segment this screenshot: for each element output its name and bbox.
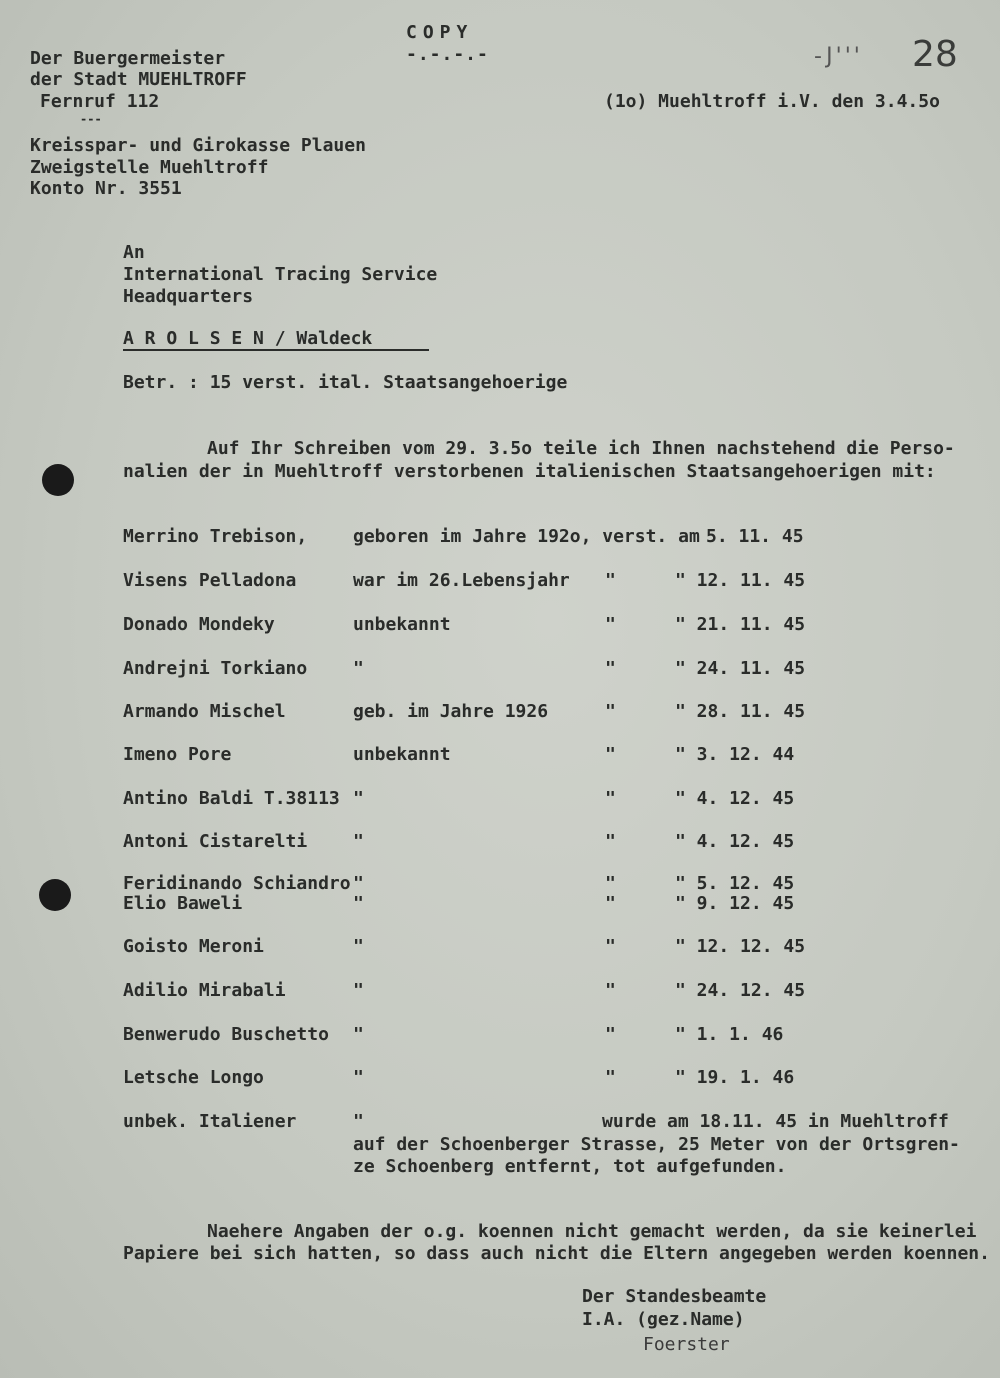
closing-line-2: Papiere bei sich hatten, so dass auch nicht die Eltern angegeben werden koennen. <box>123 1243 990 1264</box>
ditto-mark: " <box>605 1067 616 1088</box>
list-item <box>0 980 1000 1002</box>
ditto-mark: " <box>605 570 616 591</box>
list-item <box>0 893 1000 915</box>
list-item <box>0 701 1000 723</box>
person-info: " <box>353 893 364 914</box>
sender-line-3: Fernruf 112 <box>40 91 160 112</box>
person-info: unbekannt <box>353 614 451 635</box>
person-death-date: " 5. 12. 45 <box>675 873 795 894</box>
person-name: Antino Baldi T.38113 <box>123 788 340 809</box>
copy-dashes: -.-.-.- <box>406 44 489 65</box>
list-item <box>0 831 1000 853</box>
recipient-line-1: An <box>123 242 145 263</box>
ditto-mark: " <box>605 1024 616 1045</box>
ditto-mark: " <box>605 893 616 914</box>
person-name: unbek. Italiener <box>123 1111 297 1132</box>
person-name: Antoni Cistarelti <box>123 831 308 852</box>
signature-ia: I.A. (gez.Name) <box>582 1309 745 1330</box>
person-name: Elio Baweli <box>123 893 243 914</box>
ditto-mark: " <box>605 614 616 635</box>
person-info: war im 26.Lebensjahr <box>353 570 570 591</box>
list-item <box>0 873 1000 895</box>
person-death-date: " 28. 11. 45 <box>675 701 806 722</box>
person-info: " <box>353 936 364 957</box>
person-name: Visens Pelladona <box>123 570 297 591</box>
person-death-date: " 19. 1. 46 <box>675 1067 795 1088</box>
list-item <box>0 526 1000 548</box>
person-name: Merrino Trebison, <box>123 526 308 547</box>
person-death-date: " 1. 1. 46 <box>675 1024 784 1045</box>
closing-line-1: Naehere Angaben der o.g. koennen nicht gemacht werden, da sie keinerlei <box>207 1221 977 1242</box>
ditto-mark: " <box>605 873 616 894</box>
person-info: " <box>353 658 364 679</box>
sender-divider: --- <box>80 112 102 126</box>
ditto-mark: " <box>605 744 616 765</box>
person-death-date: " 21. 11. 45 <box>675 614 806 635</box>
ditto-mark: " <box>605 980 616 1001</box>
ditto-mark: " <box>605 701 616 722</box>
person-death-date: " 9. 12. 45 <box>675 893 795 914</box>
person-info: " <box>353 980 364 1001</box>
bank-line-2: Zweigstelle Muehltroff <box>30 157 269 178</box>
signature-name: Foerster <box>643 1334 730 1355</box>
bank-line-1: Kreisspar- und Girokasse Plauen <box>30 135 366 156</box>
list-item-unknown <box>0 1111 1000 1133</box>
person-info: " <box>353 788 364 809</box>
person-death-date: " 24. 12. 45 <box>675 980 806 1001</box>
person-info: " <box>353 831 364 852</box>
person-name: Letsche Longo <box>123 1067 264 1088</box>
list-item <box>0 788 1000 810</box>
place-date: (1o) Muehltroff i.V. den 3.4.5o <box>604 91 940 112</box>
person-death-date: " 3. 12. 44 <box>675 744 795 765</box>
sender-line-2: der Stadt MUEHLTROFF <box>30 69 247 90</box>
ditto-mark: " <box>605 936 616 957</box>
punch-hole-top <box>42 464 74 496</box>
bank-line-3: Konto Nr. 3551 <box>30 178 182 199</box>
archive-number: 28 <box>912 34 958 75</box>
person-name: Goisto Meroni <box>123 936 264 957</box>
list-item <box>0 744 1000 766</box>
person-info: unbekannt <box>353 744 451 765</box>
archive-mark: -J''' <box>814 44 863 69</box>
person-death-date: 5. 11. 45 <box>706 526 804 547</box>
copy-label: COPY <box>406 22 474 43</box>
list-item <box>0 570 1000 592</box>
person-name: Benwerudo Buschetto <box>123 1024 329 1045</box>
person-info: geboren im Jahre 192o, verst. am <box>353 526 700 547</box>
person-info: " <box>353 1024 364 1045</box>
signature-title: Der Standesbeamte <box>582 1286 767 1307</box>
person-death-date: " 4. 12. 45 <box>675 788 795 809</box>
found-note-line-3: ze Schoenberg entfernt, tot aufgefunden. <box>353 1156 787 1177</box>
sender-line-1: Der Buergermeister <box>30 48 226 69</box>
recipient-city: A R O L S E N / Waldeck <box>123 328 429 351</box>
person-name: Armando Mischel <box>123 701 286 722</box>
person-name: Adilio Mirabali <box>123 980 286 1001</box>
recipient-line-2: International Tracing Service <box>123 264 438 285</box>
person-death-date: " 12. 12. 45 <box>675 936 806 957</box>
person-death-date: " 4. 12. 45 <box>675 831 795 852</box>
subject-line: Betr. : 15 verst. ital. Staatsangehoerige <box>123 372 568 393</box>
person-info: " <box>353 1067 364 1088</box>
list-item <box>0 614 1000 636</box>
list-item <box>0 1067 1000 1089</box>
list-item <box>0 1024 1000 1046</box>
person-info: geb. im Jahre 1926 <box>353 701 549 722</box>
found-note-line-1: wurde am 18.11. 45 in Muehltroff <box>602 1111 949 1132</box>
person-name: Feridinando Schiandro <box>123 873 351 894</box>
person-info: " <box>353 873 364 894</box>
recipient-line-3: Headquarters <box>123 286 254 307</box>
intro-line-1: Auf Ihr Schreiben vom 29. 3.5o teile ich Ihnen nachstehend die Perso- <box>207 438 955 459</box>
person-death-date: " 24. 11. 45 <box>675 658 806 679</box>
person-name: Imeno Pore <box>123 744 232 765</box>
person-name: Donado Mondeky <box>123 614 275 635</box>
ditto-mark: " <box>605 658 616 679</box>
ditto-mark: " <box>605 831 616 852</box>
ditto-mark: " <box>353 1111 364 1132</box>
list-item <box>0 658 1000 680</box>
ditto-mark: " <box>605 788 616 809</box>
found-note-line-2: auf der Schoenberger Strasse, 25 Meter von der Ortsgren- <box>353 1134 960 1155</box>
intro-line-2: nalien der in Muehltroff verstorbenen italienischen Staatsangehoerigen mit: <box>123 461 936 482</box>
person-name: Andrejni Torkiano <box>123 658 308 679</box>
person-death-date: " 12. 11. 45 <box>675 570 806 591</box>
list-item <box>0 936 1000 958</box>
